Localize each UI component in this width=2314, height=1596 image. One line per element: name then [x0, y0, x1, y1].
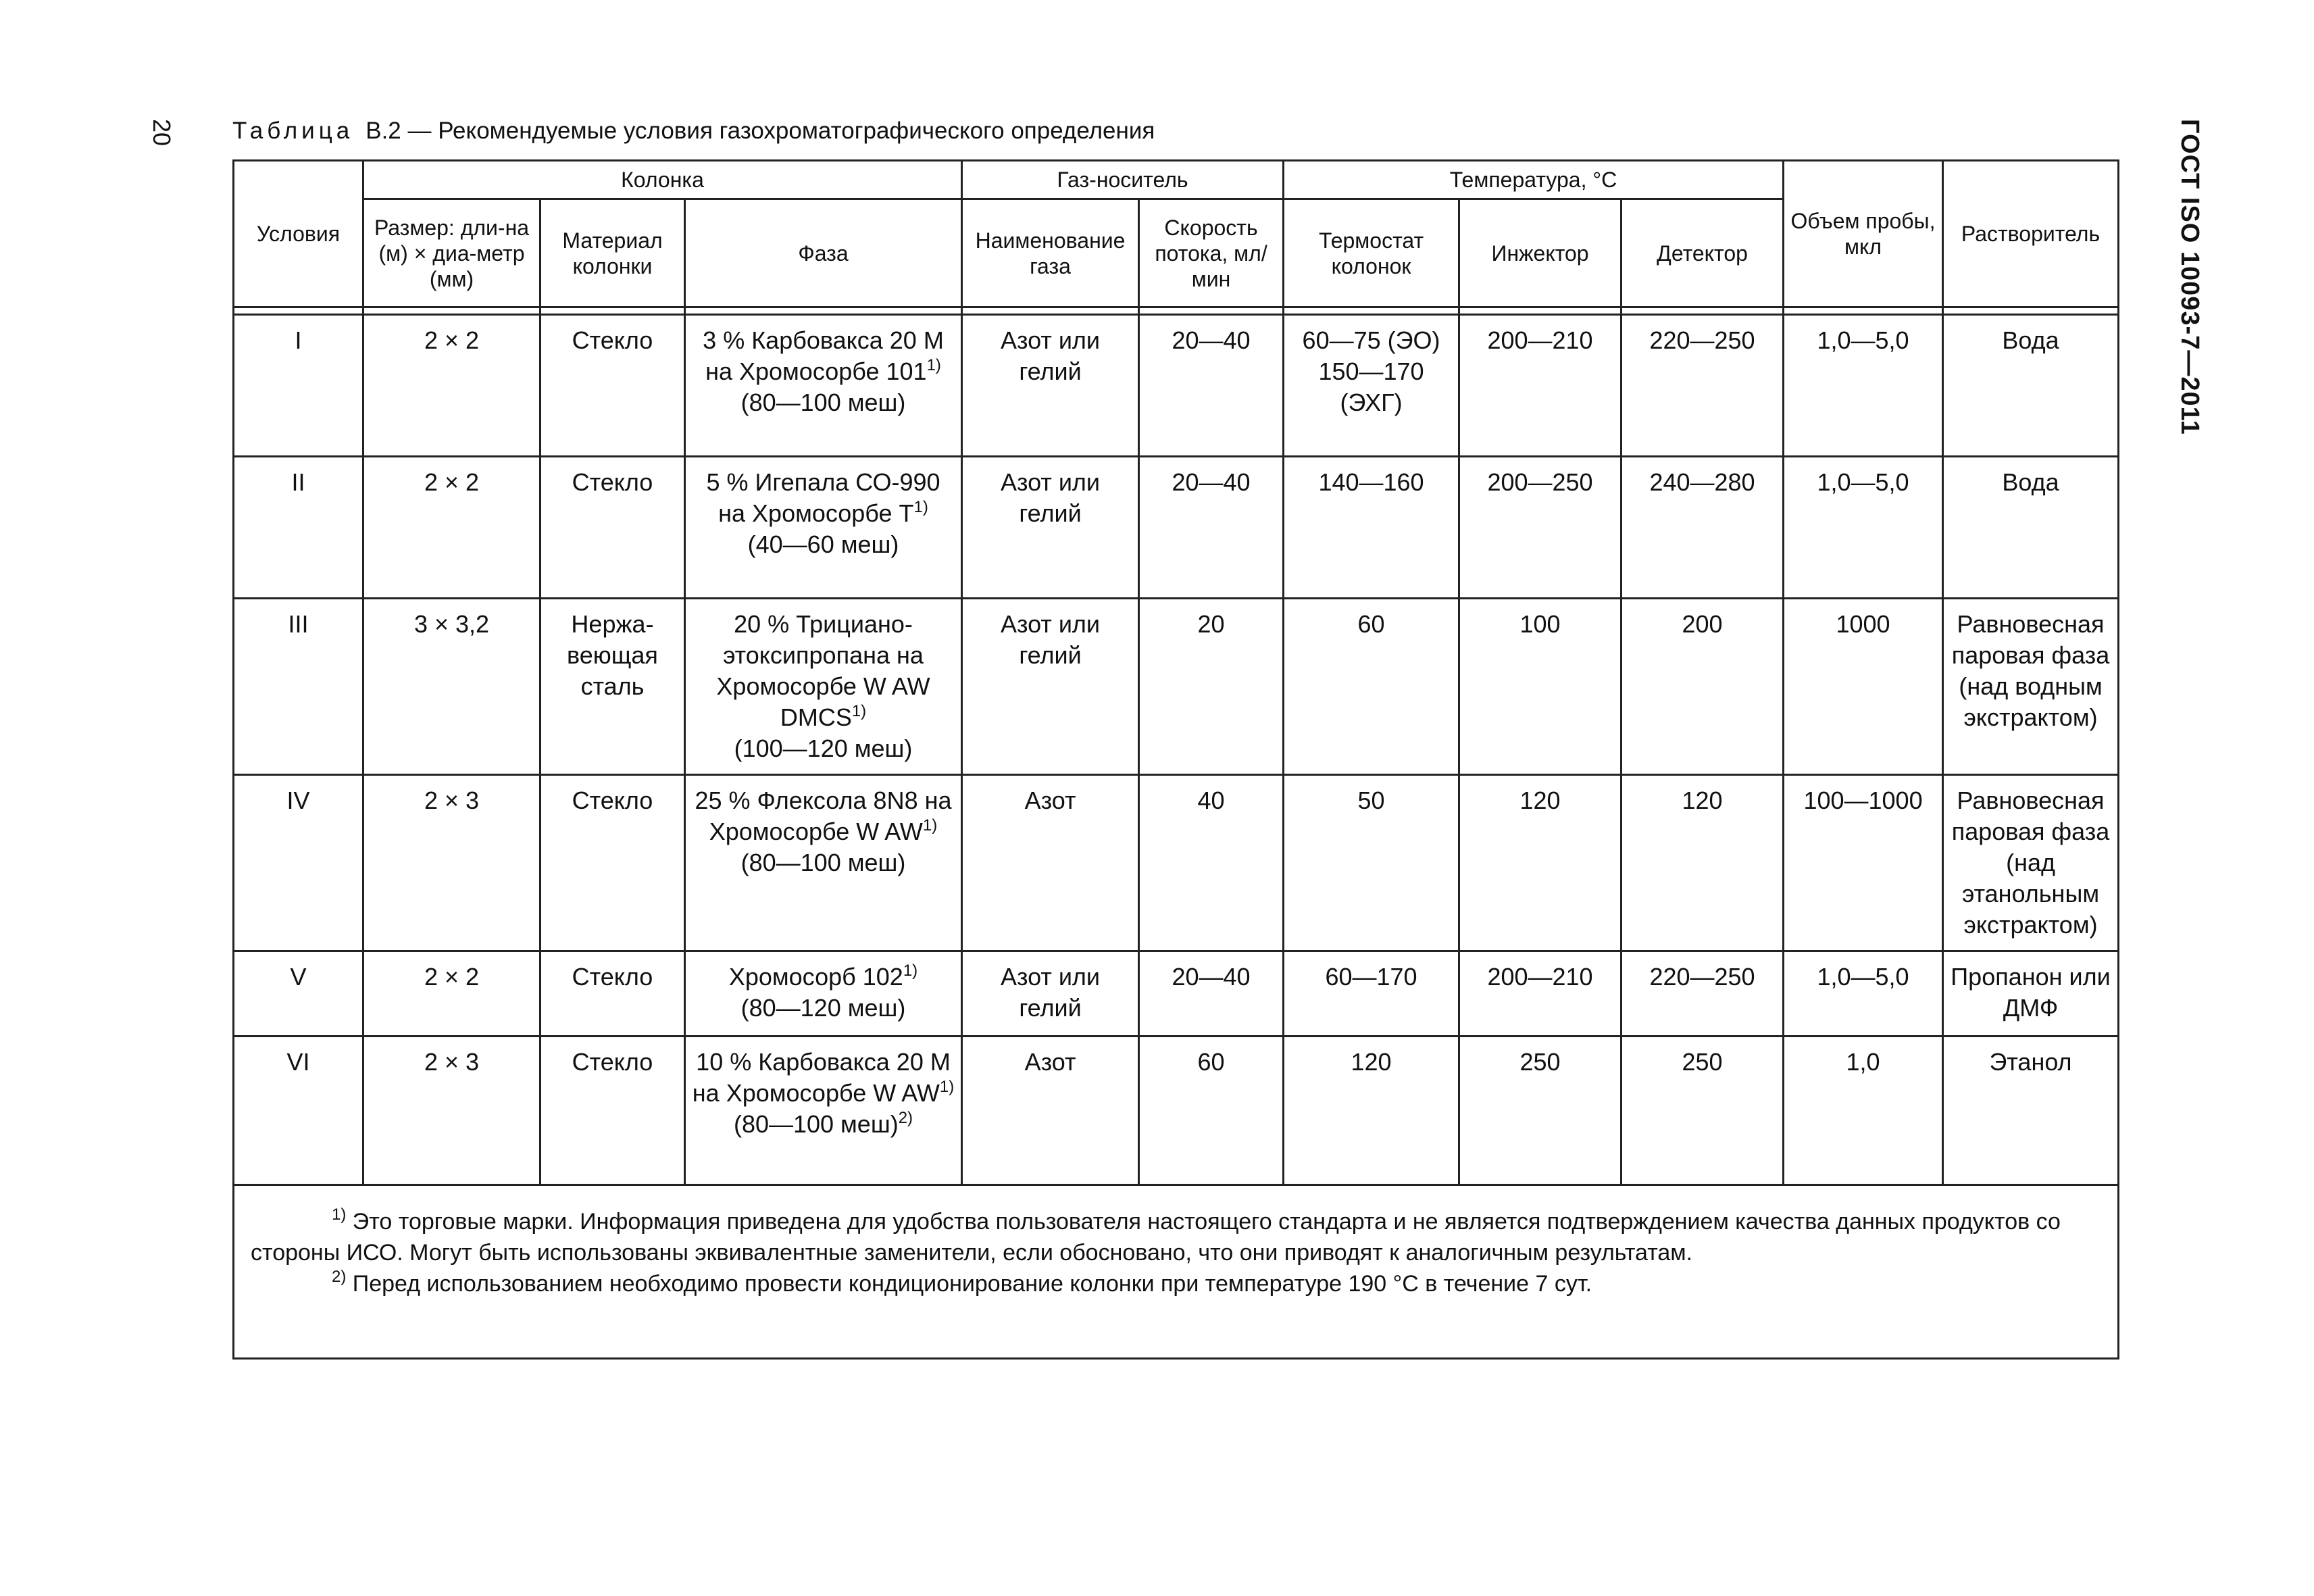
cell-detector: 250 — [1621, 1037, 1784, 1185]
cell-size: 2 × 2 — [363, 457, 540, 599]
cell-thermostat: 60—75 (ЭО) 150—170 (ЭХГ) — [1284, 315, 1459, 457]
footnote-2: $^{2)}$ Перед использованием необходимо провести кондиционирование колонки при температуре 190 °С в течение 7 сут. — [332, 1268, 1592, 1297]
conditions-table — [232, 159, 2119, 1360]
cell-flow: 40 — [1139, 775, 1284, 951]
cell-size: 2 × 3 — [363, 1037, 540, 1185]
header-material: Материал колонки — [540, 199, 685, 307]
cell-solvent: Равновесная паровая фаза (над водным экстрактом) — [1943, 599, 2119, 775]
header-conditions: Условия — [234, 161, 363, 307]
table-row — [234, 599, 2119, 775]
cell-material: Стекло — [540, 1037, 685, 1185]
cell-detector: 120 — [1621, 775, 1784, 951]
cell-condition: III — [234, 599, 363, 775]
cell-material: Нержа-веющая сталь — [540, 599, 685, 775]
header-carrier-group: Газ-носитель — [962, 161, 1284, 199]
cell-material: Стекло — [540, 951, 685, 1037]
table-caption — [232, 118, 1155, 145]
cell-phase: 25 % Флексола 8N8 на Хромосорбе W AW$^{1)}$ (80—100 меш) — [685, 775, 962, 951]
cell-detector: 200 — [1621, 599, 1784, 775]
cell-phase: Хромосорб 102$^{1)}$ (80—120 меш) — [685, 951, 962, 1037]
cell-volume: 1000 — [1784, 599, 1943, 775]
header-gas-name: Наименование газа — [962, 199, 1139, 307]
footnotes — [234, 1185, 2119, 1359]
header-flow: Скорость потока, мл/мин — [1139, 199, 1284, 307]
cell-material: Стекло — [540, 457, 685, 599]
table-row — [234, 457, 2119, 599]
cell-injector: 200—250 — [1459, 457, 1621, 599]
cell-solvent: Вода — [1943, 315, 2119, 457]
cell-injector: 120 — [1459, 775, 1621, 951]
cell-thermostat: 50 — [1284, 775, 1459, 951]
cell-condition: IV — [234, 775, 363, 951]
cell-thermostat: 60—170 — [1284, 951, 1459, 1037]
cell-phase: 5 % Игепала СО-990 на Хромосорбе $Т^{1)}$ (40—60 меш) — [685, 457, 962, 599]
cell-flow: 20—40 — [1139, 951, 1284, 1037]
cell-phase: 20 % Трициано-этоксипропана на Хромосорбе W AW DMCS$^{1)}$ (100—120 меш) — [685, 599, 962, 775]
cell-volume: 1,0—5,0 — [1784, 315, 1943, 457]
cell-volume: 1,0—5,0 — [1784, 457, 1943, 599]
header-detector: Детектор — [1621, 199, 1784, 307]
cell-solvent: Пропанон или ДМФ — [1943, 951, 2119, 1037]
cell-volume: 1,0—5,0 — [1784, 951, 1943, 1037]
cell-thermostat: 60 — [1284, 599, 1459, 775]
header-thermostat: Термостат колонок — [1284, 199, 1459, 307]
caption-text: В.2 — Рекомендуемые условия газохроматографического определения — [366, 118, 1155, 144]
cell-condition: I — [234, 315, 363, 457]
cell-condition: VI — [234, 1037, 363, 1185]
cell-gas: Азот или гелий — [962, 457, 1139, 599]
cell-phase: 3 % Карбовакса 20 М на Хромосорбе 101$^{1)}$ (80—100 меш) — [685, 315, 962, 457]
cell-size: 2 × 3 — [363, 775, 540, 951]
cell-gas: Азот — [962, 1037, 1139, 1185]
cell-flow: 60 — [1139, 1037, 1284, 1185]
header-size: Размер: дли-на (м) × диа-метр (мм) — [363, 199, 540, 307]
cell-thermostat: 140—160 — [1284, 457, 1459, 599]
cell-injector: 100 — [1459, 599, 1621, 775]
cell-flow: 20—40 — [1139, 315, 1284, 457]
cell-injector: 200—210 — [1459, 951, 1621, 1037]
header-solvent: Растворитель — [1943, 161, 2119, 307]
cell-condition: II — [234, 457, 363, 599]
cell-solvent: Этанол — [1943, 1037, 2119, 1185]
table-row — [234, 315, 2119, 457]
cell-volume: 1,0 — [1784, 1037, 1943, 1185]
cell-injector: 200—210 — [1459, 315, 1621, 457]
footnote-1: $^{1)}$ Это торговые марки. Информация приведена для удобства пользователя настоящего стандарта и не является подтверждением качества данных продуктов со стороны ИСО. Могут быть использованы эквивалентные заменители, если обосновано, что они приводят к аналогичным результатам. — [251, 1205, 2061, 1266]
header-temperature-group: Температура, °С — [1284, 161, 1784, 199]
cell-thermostat: 120 — [1284, 1037, 1459, 1185]
cell-gas: Азот или гелий — [962, 951, 1139, 1037]
cell-volume: 100—1000 — [1784, 775, 1943, 951]
cell-injector: 250 — [1459, 1037, 1621, 1185]
cell-size: 2 × 2 — [363, 315, 540, 457]
cell-solvent: Вода — [1943, 457, 2119, 599]
cell-gas: Азот или гелий — [962, 315, 1139, 457]
cell-material: Стекло — [540, 315, 685, 457]
cell-detector: 220—250 — [1621, 315, 1784, 457]
caption-prefix: Таблица — [232, 118, 354, 144]
cell-condition: V — [234, 951, 363, 1037]
cell-phase: 10 % Карбовакса 20 М на Хромосорбе W AW$^{1)}$ (80—100 меш)$^{2)}$ — [685, 1037, 962, 1185]
cell-flow: 20—40 — [1139, 457, 1284, 599]
cell-size: 2 × 2 — [363, 951, 540, 1037]
header-volume: Объем пробы, мкл — [1784, 161, 1943, 307]
page-number: 20 — [148, 119, 176, 147]
table-row — [234, 1037, 2119, 1185]
cell-gas: Азот или гелий — [962, 599, 1139, 775]
cell-detector: 220—250 — [1621, 951, 1784, 1037]
cell-size: 3 × 3,2 — [363, 599, 540, 775]
cell-material: Стекло — [540, 775, 685, 951]
cell-gas: Азот — [962, 775, 1139, 951]
document-id: ГОСТ ISO 10093-7—2011 — [2175, 119, 2204, 435]
table-row — [234, 951, 2119, 1037]
cell-detector: 240—280 — [1621, 457, 1784, 599]
header-column-group: Колонка — [363, 161, 962, 199]
header-phase: Фаза — [685, 199, 962, 307]
header-injector: Инжектор — [1459, 199, 1621, 307]
cell-solvent: Равновесная паровая фаза (над этанольным экстрактом) — [1943, 775, 2119, 951]
table-row — [234, 775, 2119, 951]
cell-flow: 20 — [1139, 599, 1284, 775]
